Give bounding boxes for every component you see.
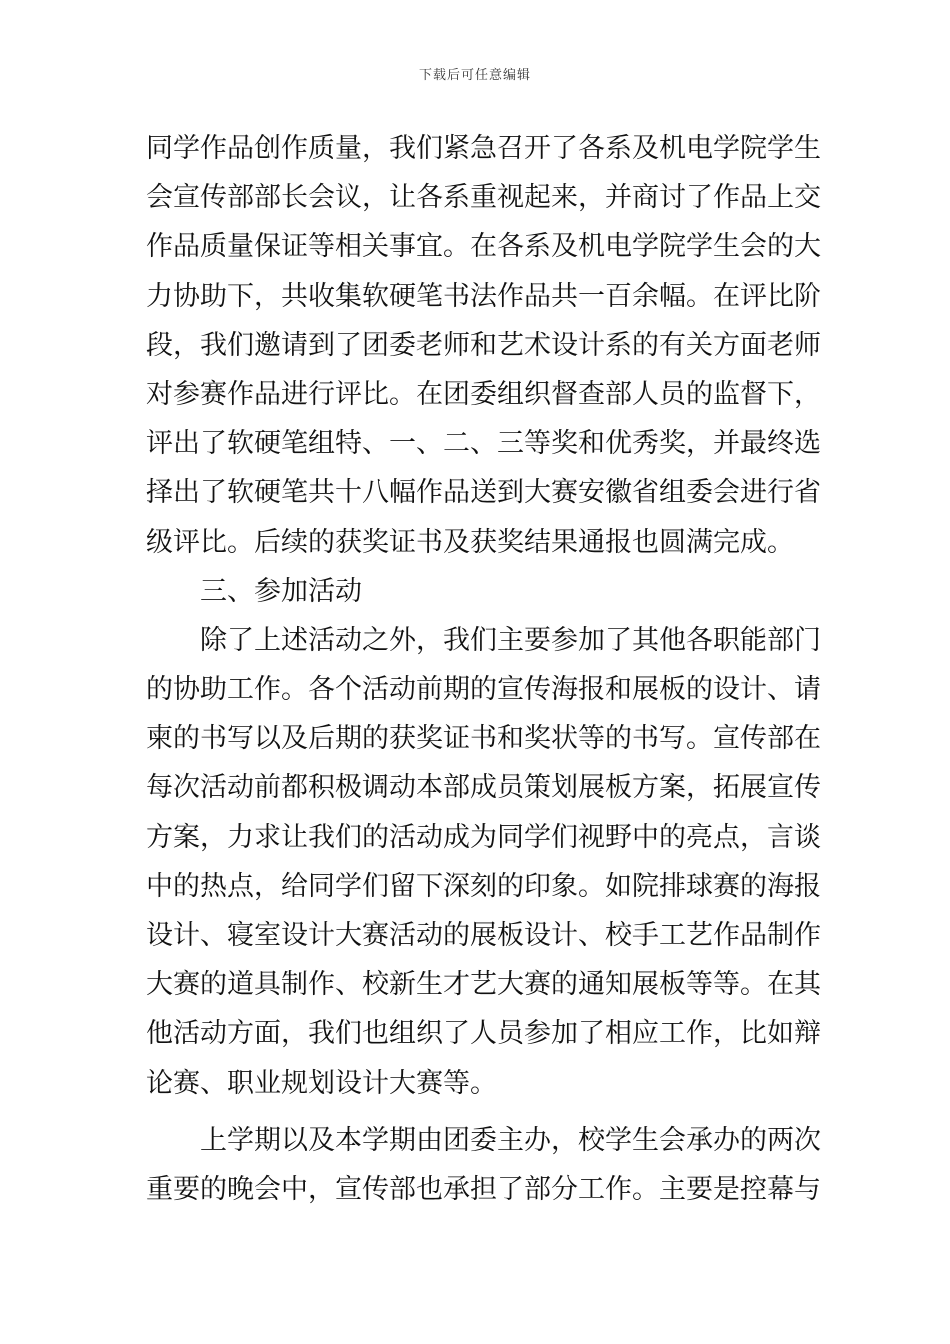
text-line: 除了上述活动之外，我们主要参加了其他各职能部门 [200, 624, 821, 656]
text-line: 段，我们邀请到了团委老师和艺术设计系的有关方面老师 [146, 329, 821, 361]
text-line: 他活动方面，我们也组织了人员参加了相应工作，比如辩 [146, 1018, 821, 1050]
section-heading: 三、参加活动 [200, 575, 362, 607]
paragraph-gap [146, 1108, 806, 1116]
text-line: 中的热点，给同学们留下深刻的印象。如院排球赛的海报 [146, 870, 821, 902]
text-line: 每次活动前都积极调动本部成员策划展板方案，拓展宣传 [146, 772, 821, 804]
text-line: 大赛的道具制作、校新生才艺大赛的通知展板等等。在其 [146, 969, 821, 1001]
text-line: 择出了软硬笔共十八幅作品送到大赛安徽省组委会进行省 [146, 477, 821, 509]
page-header: 下载后可任意编辑 [418, 68, 531, 83]
text-line: 同学作品创作质量，我们紧急召开了各系及机电学院学生 [146, 133, 821, 164]
text-line: 论赛、职业规划设计大赛等。 [146, 1067, 497, 1099]
text-line: 评出了软硬笔组特、一、二、三等奖和优秀奖，并最终选 [146, 428, 821, 460]
text-line: 力协助下，共收集软硬笔书法作品共一百余幅。在评比阶 [146, 280, 821, 312]
text-line: 的协助工作。各个活动前期的宣传海报和展板的设计、请 [146, 674, 821, 706]
text-line: 级评比。后续的获奖证书及获奖结果通报也圆满完成。 [146, 526, 794, 558]
text-line: 作品质量保证等相关事宜。在各系及机电学院学生会的大 [146, 231, 821, 263]
text-line: 柬的书写以及后期的获奖证书和奖状等的书写。宣传部在 [146, 723, 821, 755]
text-line: 会宣传部部长会议，让各系重视起来，并商讨了作品上交 [146, 182, 821, 214]
document-body [146, 124, 821, 1214]
text-line: 对参赛作品进行评比。在团委组织督查部人员的监督下， [146, 378, 821, 410]
text-line: 方案，力求让我们的活动成为同学们视野中的亮点，言谈 [146, 821, 821, 853]
text-line: 重要的晚会中，宣传部也承担了部分工作。主要是控幕与 [146, 1173, 821, 1205]
text-line: 设计、寝室设计大赛活动的展板设计、校手工艺作品制作 [146, 920, 821, 951]
text-line: 上学期以及本学期由团委主办，校学生会承办的两次 [200, 1124, 821, 1156]
